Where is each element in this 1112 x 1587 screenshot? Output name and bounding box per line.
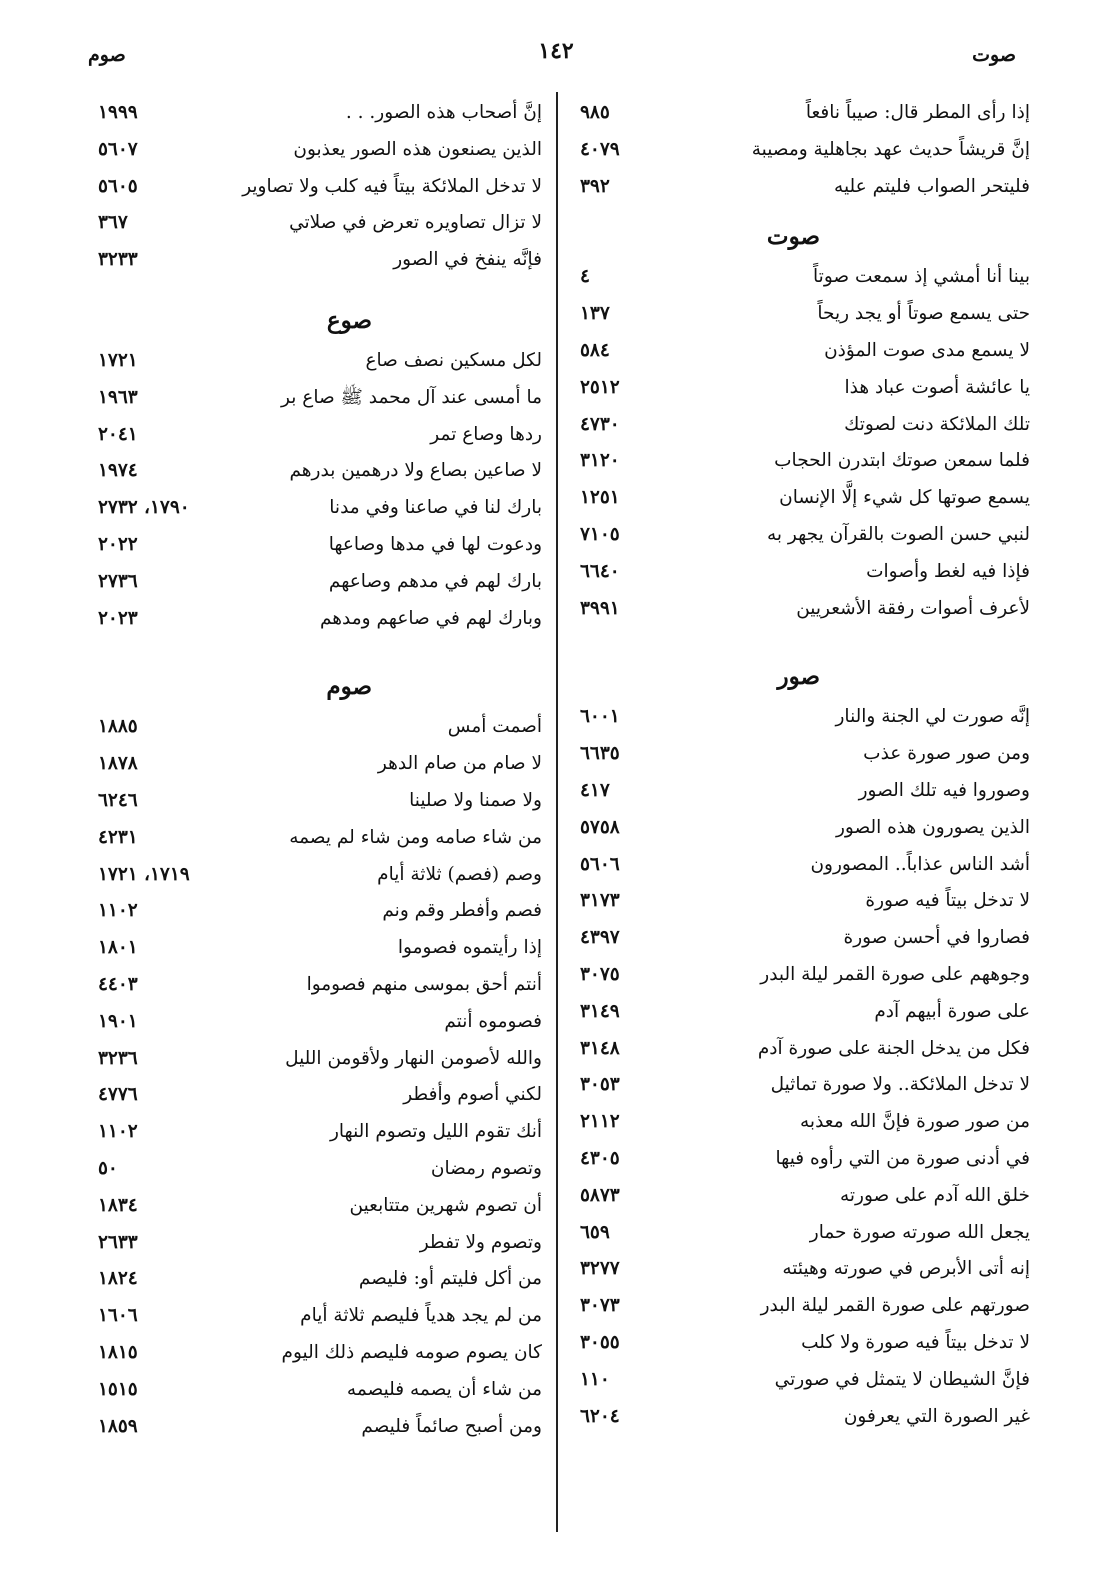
entry-text: لا تدخل الملائكة بيتاً فيه كلب ولا تصاوير [242,175,542,197]
section-spacer [568,205,1030,215]
index-entry [86,527,542,564]
entry-number: ٦٦٣٥ [580,743,620,765]
index-entry [568,920,1030,957]
entry-number: ١٩٩٩ [98,102,138,123]
index-entry [86,783,542,820]
page-header [60,38,1052,78]
entry-number: ٣٦٧ [98,212,128,234]
entry-text: من شاء أن يصمه فليصمه [346,1378,542,1400]
entry-text: فكل من يدخل الجنة على صورة آدم [757,1037,1030,1059]
entry-text: ودعوت لها في مدها وصاعها [328,533,542,555]
index-entry [568,736,1030,773]
entry-number: ٦٥٩ [580,1221,610,1243]
index-entry [86,1261,542,1298]
running-head-left: صوم [88,44,126,66]
index-entry [568,95,1030,132]
entry-number: ١٣٧ [580,303,610,325]
entry-number: ١٩٠١ [98,1010,138,1032]
index-entry [86,709,542,746]
entry-text: على صورة أبيهم آدم [874,1000,1030,1022]
index-entry [568,847,1030,884]
entry-text: فلما سمعن صوتك ابتدرن الحجاب [774,450,1030,472]
index-entry [86,1077,542,1114]
entry-text: الذين يصورون هذه الصور [835,816,1030,838]
index-entry [568,1141,1030,1178]
entry-text: صورتهم على صورة القمر ليلة البدر [760,1295,1030,1317]
entry-text: والله لأصومن النهار ولأقومن الليل [285,1047,542,1069]
entry-text: ما أمسى عند آل محمد ﷺ صاع بر [281,386,542,408]
index-entry [86,893,542,930]
entry-text: الذين يصنعون هذه الصور يعذبون [293,138,542,160]
section-heading [568,655,1030,699]
index-entry [86,564,542,601]
index-entry [86,1114,542,1151]
entry-text: فإنَّ الشيطان لا يتمثل في صورتي [774,1368,1030,1390]
entry-text: وتصوم ولا تفطر [419,1231,542,1253]
section-heading [568,215,1030,259]
page-number: ١٤٢ [538,38,574,64]
section-heading-text: صور [777,663,820,691]
entry-text: إذا رأى المطر قال: صيباً نافعاً [805,102,1030,123]
index-entry [568,169,1030,206]
index-entry [86,857,542,894]
index-entry [568,591,1030,628]
index-entry [568,994,1030,1031]
index-entry [568,883,1030,920]
index-entry [568,1215,1030,1252]
entry-text: تلك الملائكة دنت لصوتك [844,413,1030,435]
entry-text: فإذا فيه لغط وأصوات [866,560,1030,582]
entry-number: ٦٢٤٦ [98,789,138,811]
entry-text: وجوههم على صورة القمر ليلة البدر [760,963,1030,985]
index-entry [86,169,542,206]
entry-text: فصاروا في أحسن صورة [843,927,1030,949]
entry-number: ١١٠٢ [98,1121,138,1143]
entry-text: بارك لنا في صاعنا وفي مدنا [329,497,542,519]
entry-number: ٥٦٠٥ [98,175,138,197]
running-head-right: صوت [972,44,1016,66]
index-entry [568,554,1030,591]
entry-number: ١٩٦٣ [98,386,138,408]
entry-text: لا تدخل بيتاً فيه صورة ولا كلب [801,1331,1030,1353]
index-entry [568,773,1030,810]
entry-number: ٩٨٥ [580,102,610,123]
index-entry [86,1225,542,1262]
entry-number: ١٧٢١ [98,349,138,371]
entry-number: ١٨٧٨ [98,753,138,775]
entry-number: ٥٦٠٦ [580,853,620,875]
entry-number: ٣٠٧٣ [580,1295,620,1317]
entry-text: لا تدخل الملائكة.. ولا صورة تماثيل [770,1074,1030,1096]
entry-number: ٥٨٧٣ [580,1184,620,1206]
index-entry [86,746,542,783]
entry-text: إذا رأيتموه فصوموا [397,937,542,959]
index-entry [568,443,1030,480]
entry-number: ٢٦٣٣ [98,1231,138,1253]
index-entry [568,517,1030,554]
index-entry [86,1041,542,1078]
entry-text: أنك تقوم الليل وتصوم النهار [329,1121,542,1143]
index-entry [568,370,1030,407]
entry-text: بارك لهم في مدهم وصاعهم [328,570,542,592]
entry-number: ٦٦٤٠ [580,560,620,582]
entry-text: لكني أصوم وأفطر [403,1084,542,1106]
left-column [86,95,542,1445]
entry-number: ٣٠٥٣ [580,1074,620,1096]
entry-text: وصوروا فيه تلك الصور [858,779,1030,801]
entry-number: ٤٠٧٩ [580,138,620,160]
entry-text: فصوموه أنتم [444,1010,542,1032]
entry-number: ٢٥١٢ [580,376,620,398]
index-entry [568,1251,1030,1288]
entry-text: ولا صمنا ولا صلينا [409,789,542,811]
entry-text: من أكل فليتم أو: فليصم [358,1268,542,1290]
index-entry [568,259,1030,296]
entry-number: ٦٢٠٤ [580,1405,620,1427]
entry-number: ٤٣٩٧ [580,927,620,949]
index-entry [86,1298,542,1335]
index-entry [568,1031,1030,1068]
index-entry [568,407,1030,444]
entry-text: من لم يجد هدياً فليصم ثلاثة أيام [300,1305,542,1327]
entry-text: أشد الناس عذاباً.. المصورون [810,853,1030,875]
entry-number: ١٢٥١ [580,487,620,509]
entry-text: لا صاعين بصاع ولا درهمين بدرهم [289,460,542,482]
entry-text: أنتم أحق بموسى منهم فصوموا [306,973,542,995]
section-heading-text: صوع [326,306,372,334]
section-spacer [568,627,1030,655]
entry-number: ٤٧٧٦ [98,1084,138,1106]
index-entry [568,132,1030,169]
index-entry [568,296,1030,333]
index-entry [568,333,1030,370]
entry-number: ٤٢٣١ [98,826,138,848]
index-entry [86,490,542,527]
entry-number: ١٨٢٤ [98,1268,138,1290]
entry-text: من صور صورة فإنَّ الله معذبه [800,1111,1030,1133]
index-entry [86,1151,542,1188]
entry-number: ٣٢٣٣ [98,249,138,271]
index-entry [86,967,542,1004]
entry-number: ٣٠٧٥ [580,963,620,985]
entry-text: فإنَّه ينفخ في الصور [393,249,542,271]
entry-text: وتصوم رمضان [430,1157,542,1179]
section-heading-text: صوت [766,223,820,251]
entry-text: فصم وأفطر وقم ونم [382,900,542,922]
entry-text: لأعرف أصوات رفقة الأشعريين [796,597,1030,619]
entry-number: ٢٧٣٦ [98,570,138,592]
index-entry [568,480,1030,517]
entry-text: لا تزال تصاويره تعرض في صلاتي [289,212,542,234]
index-entry [86,205,542,242]
entry-text: إنَّه صورت لي الجنة والنار [835,706,1030,728]
section-heading [86,665,542,709]
entry-number: ٣١٤٨ [580,1037,620,1059]
entry-text: إنَّ أصحاب هذه الصور. . . [345,102,542,123]
entry-text: لا يسمع مدى صوت المؤذن [824,339,1030,361]
entry-number-extra: ١٧٩٠، [144,497,190,519]
entry-number: ٣٩٩١ [580,597,620,619]
index-entry [568,1104,1030,1141]
entry-number: ٥٠ [98,1157,118,1179]
index-entry [568,1178,1030,1215]
entry-number-extra: ١٧١٩، [144,863,190,885]
index-entry [86,417,542,454]
entry-text: يا عائشة أصوت عباد هذا [844,376,1030,398]
entry-number: ١٨١٥ [98,1341,138,1363]
entry-number: ٢١١٢ [580,1111,620,1133]
entry-number: ٣٩٢ [580,175,610,197]
entry-number: ٣١٢٠ [580,450,620,472]
entry-number: ٣٢٧٧ [580,1258,620,1280]
entry-number: ١٧٢١ [98,863,138,885]
index-entry [86,1372,542,1409]
entry-text: أن تصوم شهرين متتابعين [349,1194,542,1216]
index-entry [86,601,542,638]
entry-number: ٦٠٠١ [580,706,620,728]
index-entry [568,810,1030,847]
entry-text: أصمت أمس [447,716,542,738]
entry-number: ١٨٣٤ [98,1194,138,1216]
entry-text: وبارك لهم في صاعهم ومدهم [319,607,542,629]
index-entry [86,380,542,417]
index-entry [86,1188,542,1225]
entry-text: لكل مسكين نصف صاع [365,349,542,371]
entry-text: وصم (فصم) ثلاثة أيام [377,863,542,885]
entry-number: ١١٠٢ [98,900,138,922]
entry-number: ٤ [580,266,590,288]
index-entry [86,95,542,132]
right-column [568,95,1030,1435]
entry-number: ٤٧٣٠ [580,413,620,435]
section-heading-text: صوم [326,673,372,701]
section-spacer [86,279,542,299]
section-heading [86,299,542,343]
index-entry [86,343,542,380]
entry-text: في أدنى صورة من التي رأوه فيها [775,1147,1030,1169]
entry-text: إنَّ قريشاً حديث عهد بجاهلية ومصيبة [751,138,1030,160]
entry-text: خلق الله آدم على صورته [839,1184,1030,1206]
entry-number: ٢٠٤١ [98,423,138,445]
entry-number: ٥٦٠٧ [98,138,138,160]
entry-number: ٤١٧ [580,779,610,801]
entry-number: ٤٤٠٣ [98,973,138,995]
index-entry [86,1409,542,1446]
entry-text: يسمع صوتها كل شيء إلَّا الإنسان [779,487,1030,509]
index-entry [86,132,542,169]
index-entry [568,1362,1030,1399]
entry-text: غير الصورة التي يعرفون [843,1405,1030,1427]
index-entry [86,930,542,967]
entry-number: ١١٠ [580,1368,610,1390]
entry-number: ١٦٠٦ [98,1305,138,1327]
entry-number: ٣١٧٣ [580,890,620,912]
index-entry [86,820,542,857]
index-entry [568,1399,1030,1436]
entry-number: ١٩٧٤ [98,460,138,482]
section-spacer [86,637,542,665]
entry-text: لنبي حسن الصوت بالقرآن يجهر به [766,523,1030,545]
entry-text: حتى يسمع صوتاً أو يجد ريحاً [817,303,1030,325]
entry-number: ٤٣٠٥ [580,1147,620,1169]
entry-text: فليتحر الصواب فليتم عليه [834,175,1030,197]
entry-text: ومن صور صورة عذب [863,743,1030,765]
index-entry [568,1067,1030,1104]
entry-number: ٣١٤٩ [580,1000,620,1022]
entry-number: ٢٠٢٣ [98,607,138,629]
entry-text: لا تدخل بيتاً فيه صورة [865,890,1030,912]
entry-text: ردها وصاع تمر [430,423,542,445]
entry-number: ٥٧٥٨ [580,816,620,838]
entry-text: ومن أصبح صائماً فليصم [361,1415,542,1437]
entry-text: يجعل الله صورته صورة حمار [809,1221,1030,1243]
entry-text: من شاء صامه ومن شاء لم يصمه [289,826,542,848]
entry-number: ٧١٠٥ [580,523,620,545]
entry-text: كان يصوم صومه فليصم ذلك اليوم [281,1341,542,1363]
entry-number: ٢٠٢٢ [98,533,138,555]
index-entry [86,1335,542,1372]
entry-number: ١٨٨٥ [98,716,138,738]
column-divider [556,92,558,1532]
entry-number: ١٨٥٩ [98,1415,138,1437]
index-entry [86,1004,542,1041]
entry-text: بينا أنا أمشي إذ سمعت صوتاً [813,266,1030,288]
index-entry [568,957,1030,994]
entry-number: ٣٠٥٥ [580,1331,620,1353]
index-entry [86,453,542,490]
entry-number: ٥٨٤ [580,339,610,361]
entry-number: ١٥١٥ [98,1378,138,1400]
entry-number: ١٨٠١ [98,937,138,959]
index-entry [568,699,1030,736]
index-entry [568,1288,1030,1325]
entry-text: إنه أتى الأبرص في صورته وهيئته [782,1258,1030,1280]
index-entry [568,1325,1030,1362]
index-entry [86,242,542,279]
entry-number: ٣٢٣٦ [98,1047,138,1069]
entry-text: لا صام من صام الدهر [377,753,542,775]
entry-number: ٢٧٣٢ [98,497,138,519]
